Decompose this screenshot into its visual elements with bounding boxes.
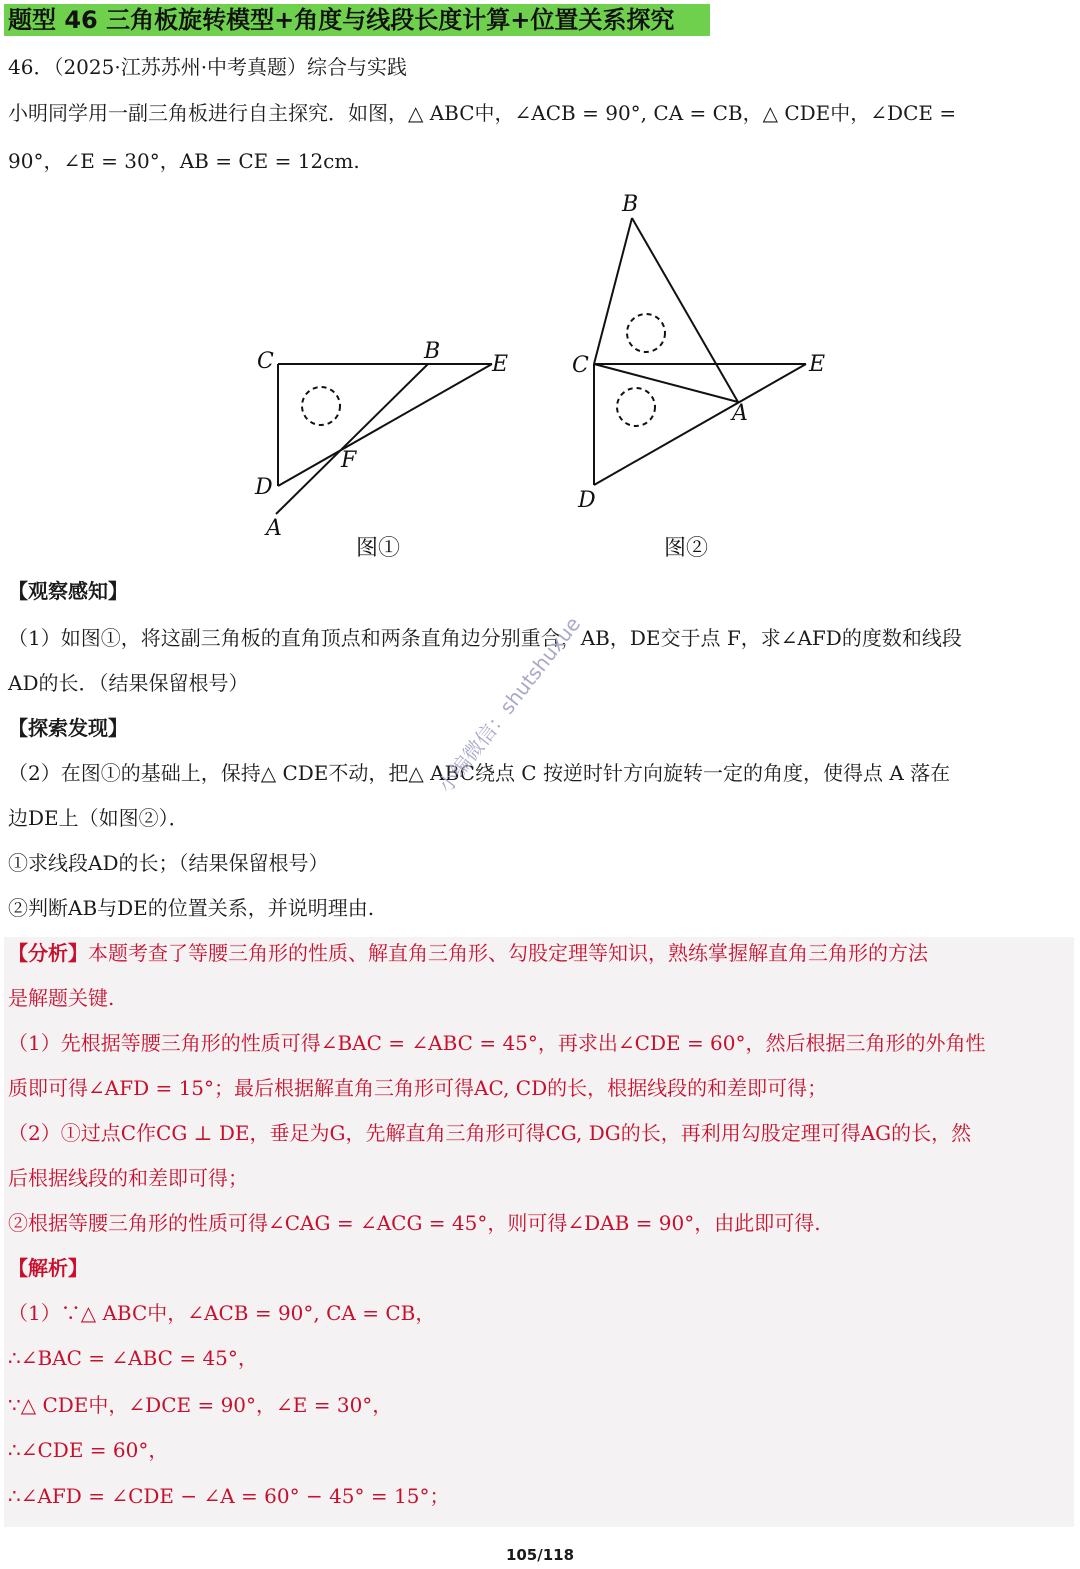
fig2-line-BA [632, 218, 738, 402]
fig1-line-DE [278, 364, 492, 486]
solution-line-5: ∴∠AFD = ∠CDE − ∠A = 60° − 45° = 15°； [8, 1484, 450, 1508]
solution-line-4: ∴∠CDE = 60°， [8, 1438, 169, 1462]
solution-line-3: ∵△ CDE中，∠DCE = 90°，∠E = 30°， [8, 1393, 393, 1417]
analysis-line-6: 后根据线段的和差即可得； [8, 1166, 248, 1190]
fig1-label-C: C [257, 349, 274, 374]
fig2-dashed-circle-bottom [617, 388, 655, 426]
problem-stem-1: 小明同学用一副三角板进行自主探究．如图，△ ABC中，∠ACB = 90°, CA = CB，△ CDE中，∠DCE = [8, 101, 957, 125]
analysis-line-2: 是解题关键. [8, 986, 115, 1010]
page-number: 105/118 [505, 1546, 575, 1564]
question-2-line-2: 边DE上（如图②）． [8, 806, 189, 830]
solution-line-2: ∴∠BAC = ∠ABC = 45°， [8, 1346, 258, 1370]
fig1-label-D: D [255, 475, 273, 500]
analysis-line-3: （1）先根据等腰三角形的性质可得∠BAC = ∠ABC = 45°，再求出∠CDE = 60°，然后根据三角形的外角性 [8, 1031, 986, 1055]
analysis-line-5: （2）①过点C作CG ⊥ DE，垂足为G，先解直角三角形可得CG, DG的长，再利用勾股定理可得AG的长，然 [8, 1121, 972, 1145]
fig2-label-B: B [622, 192, 639, 217]
problem-source: 46．（2025·江苏苏州·中考真题）综合与实践 [8, 55, 408, 79]
analysis-line-4: 质即可得∠AFD = 15°；最后根据解直角三角形可得AC, CD的长，根据线段的和差即可得； [8, 1076, 828, 1100]
analysis-line-7: ②根据等腰三角形的性质可得∠CAG = ∠ACG = 45°，则可得∠DAB = 90°，由此即可得. [8, 1211, 821, 1235]
fig2-label-E: E [809, 352, 826, 377]
analysis-tag: 【分析】 [8, 941, 88, 965]
fig2-line-DE [594, 364, 806, 485]
solution-line-1: （1）∵△ ABC中，∠ACB = 90°, CA = CB， [8, 1301, 436, 1325]
section-observe: 【观察感知】 [8, 579, 128, 603]
fig2-caption: 图② [664, 536, 709, 561]
question-1-line-1: （1）如图①，将这副三角板的直角顶点和两条直角边分别重合，AB，DE交于点 F，求∠AFD的度数和线段 [8, 626, 962, 650]
fig2-line-CB [594, 218, 632, 364]
watermark: 小编微信：shutshuxue [433, 612, 586, 798]
figures [0, 0, 1080, 570]
fig1-caption: 图① [356, 536, 401, 561]
question-2-sub-2: ②判断AB与DE的位置关系，并说明理由. [8, 896, 375, 920]
fig2-label-A: A [732, 401, 748, 426]
fig1-label-A: A [266, 516, 282, 541]
question-1-line-2: AD的长．（结果保留根号） [8, 671, 249, 695]
solution-tag: 【解析】 [8, 1256, 88, 1280]
analysis-line-1 [8, 938, 928, 968]
fig1-label-B: B [424, 339, 441, 364]
fig2-label-C: C [572, 353, 589, 378]
fig1-label-F: F [341, 448, 357, 473]
section-explore: 【探索发现】 [8, 716, 128, 740]
question-2-line-1: （2）在图①的基础上，保持△ CDE不动，把△ ABC绕点 C 按逆时针方向旋转一定的角度，使得点 A 落在 [8, 761, 951, 785]
fig2-line-CA [594, 364, 738, 402]
fig1-dashed-circle [302, 387, 340, 425]
fig1-label-E: E [492, 352, 509, 377]
page-title: 题型 46 三角板旋转模型+角度与线段长度计算+位置关系探究 [4, 4, 710, 36]
question-2-sub-1: ①求线段AD的长；（结果保留根号） [8, 851, 329, 875]
fig1-line-AB [276, 364, 428, 514]
analysis-line-1-text: 本题考查了等腰三角形的性质、解直角三角形、勾股定理等知识，熟练掌握解直角三角形的方法 [88, 941, 928, 965]
problem-stem-2: 90°，∠E = 30°，AB = CE = 12cm. [8, 149, 360, 173]
fig2-label-D: D [578, 488, 596, 513]
fig2-dashed-circle-top [627, 314, 665, 352]
